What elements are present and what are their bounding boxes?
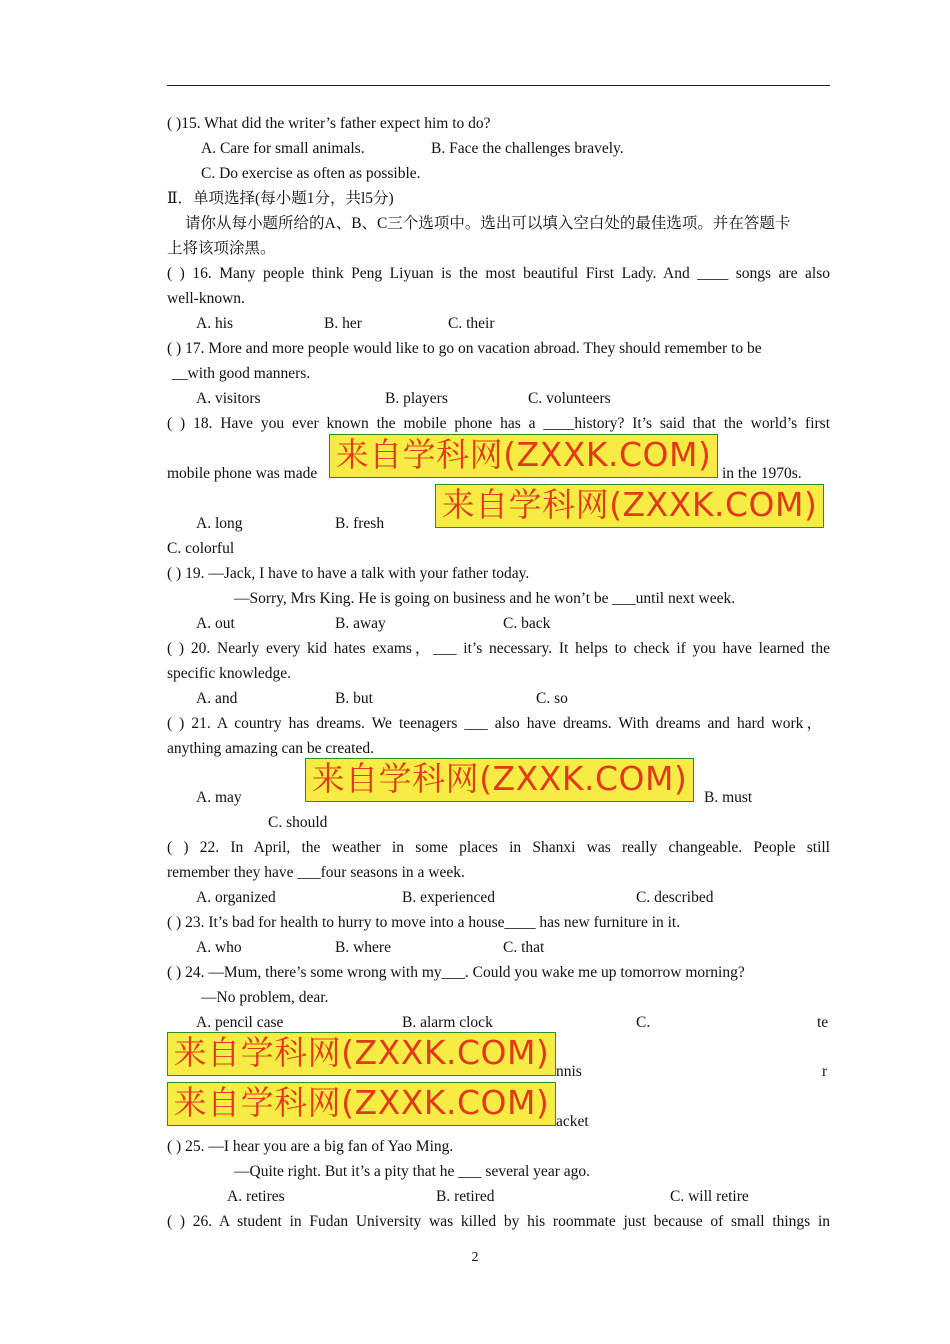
q17-option-c: C. volunteers — [528, 390, 611, 407]
section-instruction-cont: 上将该项涂黑。 — [167, 240, 276, 257]
q17-option-a: A. visitors — [196, 390, 261, 407]
q24-option-c-text-2: nnis — [556, 1063, 582, 1080]
q20-option-a: A. and — [196, 690, 238, 707]
q17-stem: ( ) 17. More and more people would like to go on vacation abroad. They should remember to be — [167, 340, 762, 357]
q23-option-c: C. that — [503, 939, 545, 956]
watermark-banner: 来自学科网(ZXXK.COM) — [167, 1082, 556, 1126]
q22-stem: ( ) 22. In April, the weather in some places in Shanxi was really changeable. People still — [167, 839, 830, 856]
watermark-banner: 来自学科网(ZXXK.COM) — [435, 484, 824, 528]
q24-option-c-text-4: acket — [556, 1113, 589, 1130]
q17-stem-cont: __with good manners. — [172, 365, 311, 382]
q18-stem-end: in the 1970s. — [722, 465, 802, 482]
q16-stem-cont: well-known. — [167, 290, 245, 307]
q24-option-b: B. alarm clock — [402, 1014, 493, 1031]
q25-option-a: A. retires — [227, 1188, 285, 1205]
q16-option-a: A. his — [196, 315, 234, 332]
q16-option-c: C. their — [448, 315, 495, 332]
q23-option-a: A. who — [196, 939, 242, 956]
q25-stem: ( ) 25. —I hear you are a big fan of Yao Ming. — [167, 1138, 454, 1155]
q19-option-b: B. away — [335, 615, 386, 632]
q24-stem: ( ) 24. —Mum, there’s some wrong with my___. Could you wake me up tomorrow morning? — [167, 964, 745, 981]
q26-stem: ( ) 26. A student in Fudan University was killed by his roommate just because of small things in — [167, 1213, 830, 1230]
q23-stem: ( ) 23. It’s bad for health to hurry to move into a house____ has new furniture in it. — [167, 914, 681, 931]
q15-option-c: C. Do exercise as often as possible. — [201, 165, 421, 182]
q19-stem: ( ) 19. —Jack, I have to have a talk with your father today. — [167, 565, 530, 582]
q17-option-b: B. players — [385, 390, 448, 407]
q18-stem-cont: mobile phone was made — [167, 465, 318, 482]
q21-option-c: C. should — [268, 814, 328, 831]
watermark-banner: 来自学科网(ZXXK.COM) — [329, 434, 718, 478]
q21-stem: ( ) 21. A country has dreams. We teenagers ___ also have dreams. With dreams and hard work， — [167, 715, 822, 732]
header-rule — [167, 85, 830, 86]
q24-option-c-text: te — [817, 1014, 829, 1031]
q18-option-a: A. long — [196, 515, 243, 532]
section-title: Ⅱ．单项选择(每小题1分，共l5分) — [167, 190, 394, 207]
q22-option-b: B. experienced — [402, 889, 495, 906]
q24-reply: —No problem, dear. — [201, 989, 329, 1006]
section-instruction: 请你从每小题所给的A、B、C三个选项中。选出可以填入空白处的最佳选项。并在答题卡 — [185, 215, 791, 232]
q24-option-c-text-3: r — [822, 1063, 828, 1080]
q24-option-a: A. pencil case — [196, 1014, 284, 1031]
q19-option-a: A. out — [196, 615, 235, 632]
q18-option-c: C. colorful — [167, 540, 235, 557]
q20-stem: ( ) 20. Nearly every kid hates exams，___ it’s necessary. It helps to check if you have learned the — [167, 640, 830, 657]
q22-option-a: A. organized — [196, 889, 276, 906]
watermark-banner: 来自学科网(ZXXK.COM) — [305, 758, 694, 802]
q21-stem-cont: anything amazing can be created. — [167, 740, 374, 757]
q21-option-b: B. must — [704, 789, 753, 806]
q15-option-b: B. Face the challenges bravely. — [431, 140, 624, 157]
q20-option-c: C. so — [536, 690, 568, 707]
page-number: 2 — [471, 1250, 479, 1265]
q23-option-b: B. where — [335, 939, 391, 956]
q16-option-b: B. her — [324, 315, 362, 332]
q20-option-b: B. but — [335, 690, 373, 707]
q16-stem: ( ) 16. Many people think Peng Liyuan is the most beautiful First Lady. And ____ songs are also — [167, 265, 830, 282]
q15-option-a: A. Care for small animals. — [201, 140, 365, 157]
q15-stem: ( )15. What did the writer’s father expect him to do? — [167, 115, 491, 132]
q20-stem-cont: specific knowledge. — [167, 665, 291, 682]
q25-option-b: B. retired — [436, 1188, 495, 1205]
watermark-banner: 来自学科网(ZXXK.COM) — [167, 1032, 556, 1076]
q19-option-c: C. back — [503, 615, 551, 632]
q22-option-c: C. described — [636, 889, 714, 906]
q25-reply: —Quite right. But it’s a pity that he ___ several year ago. — [234, 1163, 590, 1180]
q21-option-a: A. may — [196, 789, 242, 806]
q18-option-b: B. fresh — [335, 515, 385, 532]
q24-option-c: C. — [636, 1014, 651, 1031]
q22-stem-cont: remember they have ___four seasons in a week. — [167, 864, 465, 881]
q25-option-c: C. will retire — [670, 1188, 749, 1205]
q19-reply: —Sorry, Mrs King. He is going on business and he won’t be ___until next week. — [234, 590, 736, 607]
q18-stem: ( ) 18. Have you ever known the mobile phone has a ____history? It’s said that the world’s first — [167, 415, 830, 432]
